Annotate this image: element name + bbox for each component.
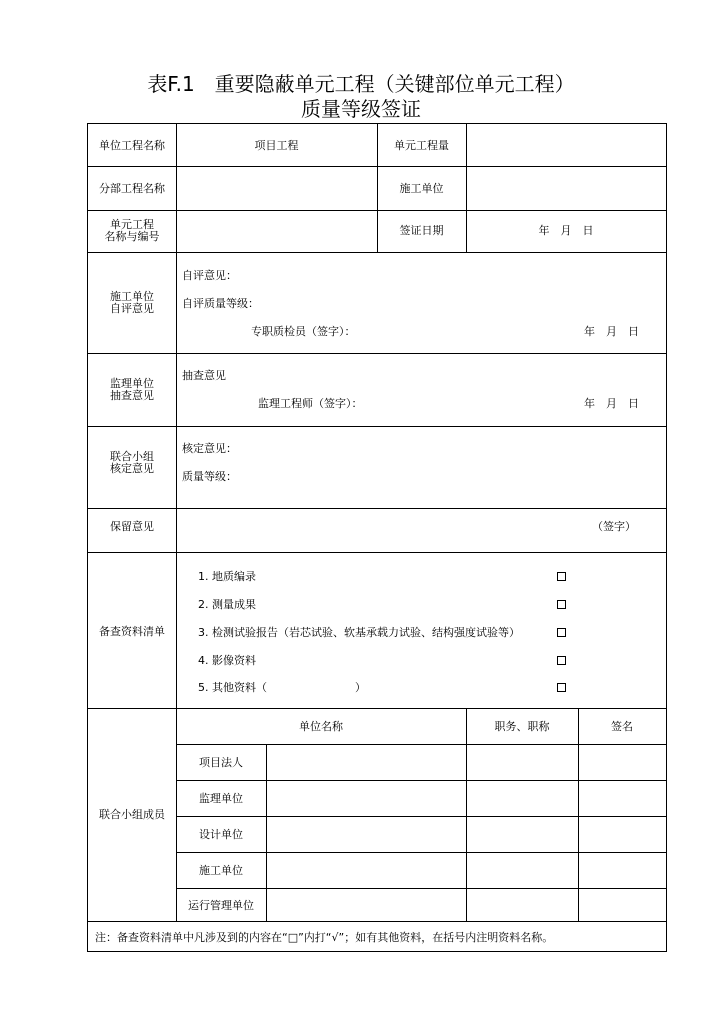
- row-divider: [88, 353, 666, 354]
- sign-date-label: 签证日期: [399, 224, 444, 237]
- material-item: 3. 检测试验报告（岩芯试验、软基承载力试验、结构强度试验等）: [198, 626, 520, 639]
- element-name-label-line2: 名称与编号: [104, 230, 160, 243]
- quality-certification-form: [87, 123, 667, 952]
- unit-project-name-label: 单位工程名称: [99, 139, 165, 152]
- sign-date-value[interactable]: 年 月 日: [538, 224, 594, 237]
- row-divider: [176, 780, 666, 781]
- self-eval-date: 年 月 日: [584, 325, 639, 338]
- col-unit-name: 单位名称: [299, 720, 343, 733]
- inspector-signature: 专职质检员（签字）：: [251, 325, 356, 338]
- self-eval-label-line2: 自评意见: [110, 302, 154, 315]
- form-title: 表F.1 重要隐蔽单元工程（关键部位单元工程）: [147, 72, 575, 96]
- self-eval-label-line1: 施工单位: [110, 290, 154, 303]
- col-position: 职务、职称: [494, 720, 550, 733]
- member-row-label: 监理单位: [199, 792, 243, 805]
- members-label: 联合小组成员: [99, 808, 165, 821]
- row-divider: [176, 852, 666, 853]
- col-divider: [578, 708, 579, 921]
- unit-project-name-value[interactable]: 项目工程: [254, 139, 299, 152]
- joint-group-grade: 质量等级：: [182, 470, 237, 483]
- unit-element-quantity-label: 单元工程量: [394, 139, 449, 152]
- reserved-label: 保留意见: [110, 520, 154, 533]
- row-divider: [176, 744, 666, 745]
- division-project-name-label: 分部工程名称: [99, 182, 165, 195]
- row-divider: [88, 252, 666, 253]
- checkbox-icon[interactable]: [557, 572, 566, 581]
- row-divider: [88, 508, 666, 509]
- supervision-date: 年 月 日: [584, 397, 639, 410]
- form-note: 注：备查资料清单中凡涉及到的内容在“□”内打“√”；如有其他资料，在括号内注明资料名称。: [95, 931, 554, 944]
- joint-group-opinion: 核定意见：: [182, 442, 237, 455]
- element-name-label-line1: 单元工程: [110, 218, 154, 231]
- checkbox-icon[interactable]: [557, 656, 566, 665]
- row-divider: [176, 816, 666, 817]
- row-divider: [88, 552, 666, 553]
- row-divider: [88, 708, 666, 709]
- joint-group-label-line1: 联合小组: [110, 450, 154, 463]
- engineer-signature: 监理工程师（签字）：: [258, 397, 363, 410]
- material-item: 2. 测量成果: [198, 598, 256, 611]
- supervision-label-line2: 抽查意见: [110, 389, 154, 402]
- row-divider: [88, 921, 666, 922]
- checkbox-icon[interactable]: [557, 628, 566, 637]
- member-row-label: 项目法人: [199, 756, 243, 769]
- self-eval-grade: 自评质量等级：: [182, 297, 259, 310]
- member-row-label: 设计单位: [199, 828, 243, 841]
- member-row-label: 运行管理单位: [188, 899, 254, 912]
- row-divider: [88, 426, 666, 427]
- supervision-opinion: 抽查意见: [182, 369, 226, 382]
- joint-group-label-line2: 核定意见: [110, 462, 154, 475]
- self-eval-opinion: 自评意见：: [182, 269, 237, 282]
- col-divider: [466, 708, 467, 921]
- member-row-label: 施工单位: [199, 864, 243, 877]
- row-divider: [176, 888, 666, 889]
- material-item: 4. 影像资料: [198, 654, 256, 667]
- col-signature: 签名: [611, 720, 633, 733]
- construction-unit-label: 施工单位: [399, 182, 444, 195]
- material-item: 5. 其他资料（ ）: [198, 681, 366, 694]
- reserved-signature: （签字）: [592, 520, 636, 533]
- checkbox-icon[interactable]: [557, 600, 566, 609]
- checkbox-icon[interactable]: [557, 683, 566, 692]
- materials-label: 备查资料清单: [99, 625, 165, 638]
- col-divider: [266, 744, 267, 921]
- supervision-label-line1: 监理单位: [110, 377, 154, 390]
- form-subtitle: 质量等级签证: [301, 97, 421, 121]
- material-item: 1. 地质编录: [198, 570, 256, 583]
